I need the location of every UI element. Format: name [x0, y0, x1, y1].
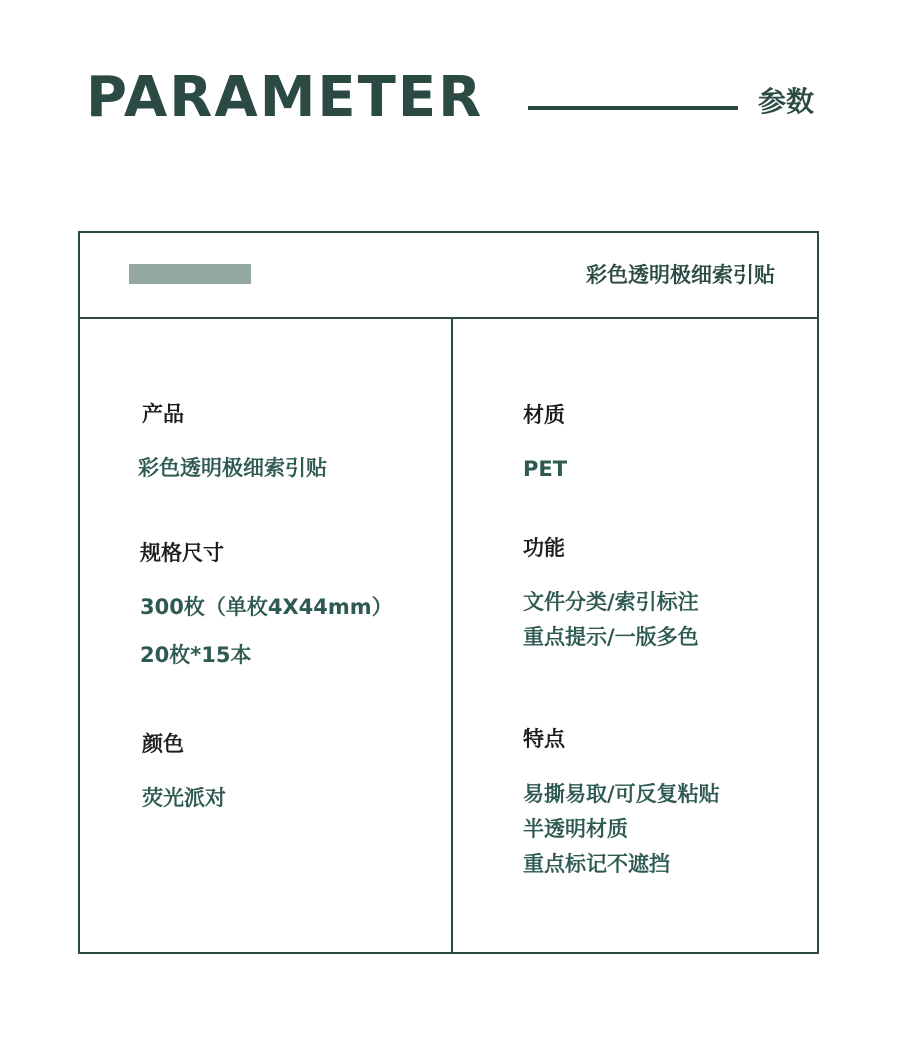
feature-value-2: 半透明材质: [523, 817, 628, 841]
page-title: PARAMETER: [86, 65, 484, 130]
feature-label: 特点: [523, 727, 565, 751]
page-title-cn: 参数: [758, 85, 815, 118]
color-label: 颜色: [142, 732, 184, 756]
title-divider-line: [528, 106, 738, 110]
product-value: 彩色透明极细索引贴: [138, 456, 327, 480]
feature-value-3: 重点标记不遮挡: [523, 852, 670, 876]
material-value: PET: [523, 457, 568, 481]
header-product-name: 彩色透明极细索引贴: [586, 263, 775, 287]
product-label: 产品: [142, 402, 184, 426]
feature-value-1: 易撕易取/可反复粘贴: [523, 782, 720, 806]
function-label: 功能: [523, 536, 565, 560]
material-label: 材质: [523, 403, 565, 427]
spec-label: 规格尺寸: [140, 541, 224, 565]
function-value-2: 重点提示/一版多色: [523, 625, 699, 649]
column-divider: [451, 317, 453, 952]
table-header: [80, 233, 817, 319]
spec-value-1: 300枚（单枚4X44mm）: [140, 595, 393, 619]
parameter-table: [78, 231, 819, 954]
header-accent-bar: [129, 264, 251, 284]
function-value-1: 文件分类/索引标注: [523, 590, 699, 614]
color-value: 荧光派对: [142, 786, 226, 810]
spec-value-2: 20枚*15本: [140, 643, 252, 667]
